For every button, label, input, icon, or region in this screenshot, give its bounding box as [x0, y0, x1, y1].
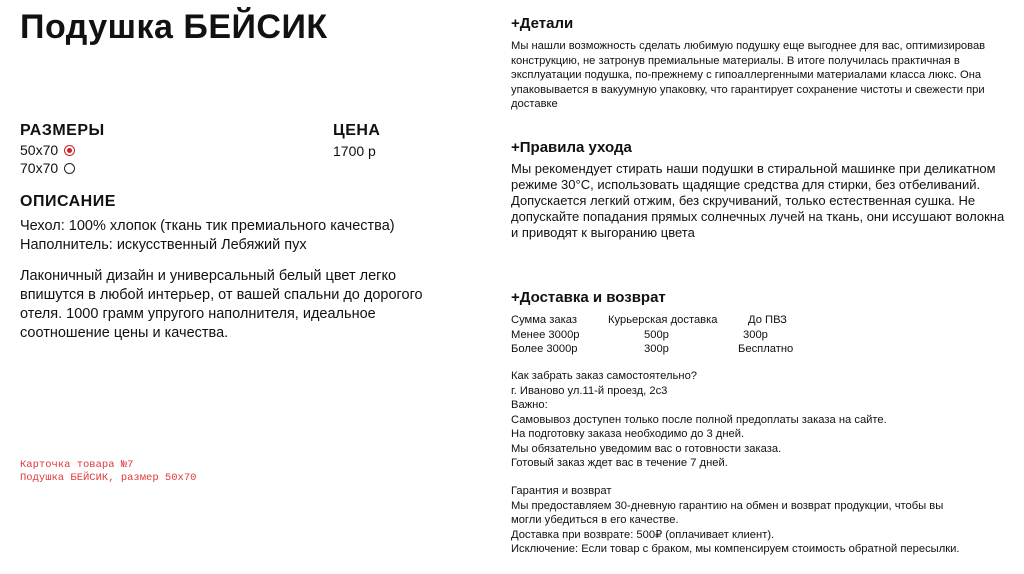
- table-header-cell: До ПВЗ: [748, 314, 787, 326]
- caption-line: Подушка БЕЙСИК, размер 50х70: [20, 472, 197, 484]
- description-line: Наполнитель: искусственный Лебяжий пух: [20, 237, 307, 253]
- pickup-line: Самовывоз доступен только после полной предоплаты заказа на сайте.: [511, 413, 887, 426]
- details-toggle[interactable]: +Детали: [511, 15, 574, 32]
- return-line: Исключение: Если товар с браком, мы компенсируем стоимость обратной пересылки.: [511, 543, 960, 555]
- size-option-label: 50х70: [20, 142, 59, 158]
- pickup-line: На подготовку заказа необходимо до 3 дней.: [511, 428, 745, 440]
- return-line: могли убедиться в его качестве.: [511, 514, 679, 526]
- pickup-line: г. Иваново ул.11-й проезд, 2с3: [511, 384, 668, 397]
- radio-selected-icon[interactable]: [64, 145, 75, 156]
- table-cell: Более 3000р: [511, 343, 578, 355]
- return-line: Мы предоставляем 30-дневную гарантию на обмен и возврат продукции, чтобы вы: [511, 499, 944, 512]
- description-specs: [20, 217, 460, 255]
- table-cell: 500р: [644, 328, 669, 341]
- pickup-line: Мы обязательно уведомим вас о готовности заказа.: [511, 442, 782, 455]
- size-option-70x70[interactable]: [20, 160, 75, 176]
- price-heading: ЦЕНА: [333, 122, 381, 139]
- care-text: Мы рекомендует стирать наши подушки в стиральной машинке при деликатном режиме 30°С, использовать щадящие средства для стирки, без отбеливаний. Допускается легкий отжим, без скручиваний, только естественная сушка. Не допускайте попадания прямых солнечных лучей на ткань, они иссушают волокна и приводят к выгоранию цвета: [511, 161, 1005, 240]
- radio-unselected-icon[interactable]: [64, 163, 75, 174]
- description-heading: ОПИСАНИЕ: [20, 193, 116, 210]
- table-cell: Менее 3000р: [511, 328, 580, 341]
- table-cell: 300р: [743, 328, 768, 341]
- table-header-cell: Сумма заказ: [511, 314, 577, 326]
- sizes-heading: РАЗМЕРЫ: [20, 122, 105, 139]
- return-line: Гарантия и возврат: [511, 485, 612, 497]
- description-line: Чехол: 100% хлопок (ткань тик премиального качества): [20, 218, 395, 234]
- return-info: [511, 484, 1016, 557]
- card-caption: [20, 459, 196, 485]
- table-cell: 300р: [644, 343, 669, 355]
- care-toggle[interactable]: +Правила ухода: [511, 139, 632, 156]
- size-option-50x70[interactable]: [20, 142, 75, 158]
- return-line: Доставка при возврате: 500₽ (оплачивает клиент).: [511, 528, 775, 541]
- pickup-line: Как забрать заказ самостоятельно?: [511, 370, 698, 382]
- pickup-line: Важно:: [511, 399, 548, 411]
- pickup-info: [511, 369, 1016, 471]
- size-option-label: 70х70: [20, 160, 59, 176]
- caption-line: Карточка товара №7: [20, 459, 134, 471]
- product-title: Подушка БЕЙСИК: [20, 8, 328, 46]
- delivery-toggle[interactable]: +Доставка и возврат: [511, 289, 666, 306]
- table-header-cell: Курьерская доставка: [608, 314, 718, 326]
- price-value: 1700 р: [333, 143, 376, 159]
- description-text: Лаконичный дизайн и универсальный белый цвет легко впишутся в любой интерьер, от вашей спальни до дорогого отеля. 1000 грамм упругого наполнителя, идеальное соотношение цены и качества.: [20, 268, 423, 341]
- details-text: Мы нашли возможность сделать любимую подушку еще выгоднее для вас, оптимизировав конструкцию, не затронув премиальные материалы. В итоге получилась практичная в эксплуатации подушка, по-прежнему с гипоаллергенными материалами класса люкс. Она упаковывается в вакуумную упаковку, что гарантирует сохранение чистоты и свежести при доставке: [511, 40, 986, 110]
- table-cell: Бесплатно: [738, 343, 794, 355]
- pickup-line: Готовый заказ ждет вас в течение 7 дней.: [511, 457, 728, 469]
